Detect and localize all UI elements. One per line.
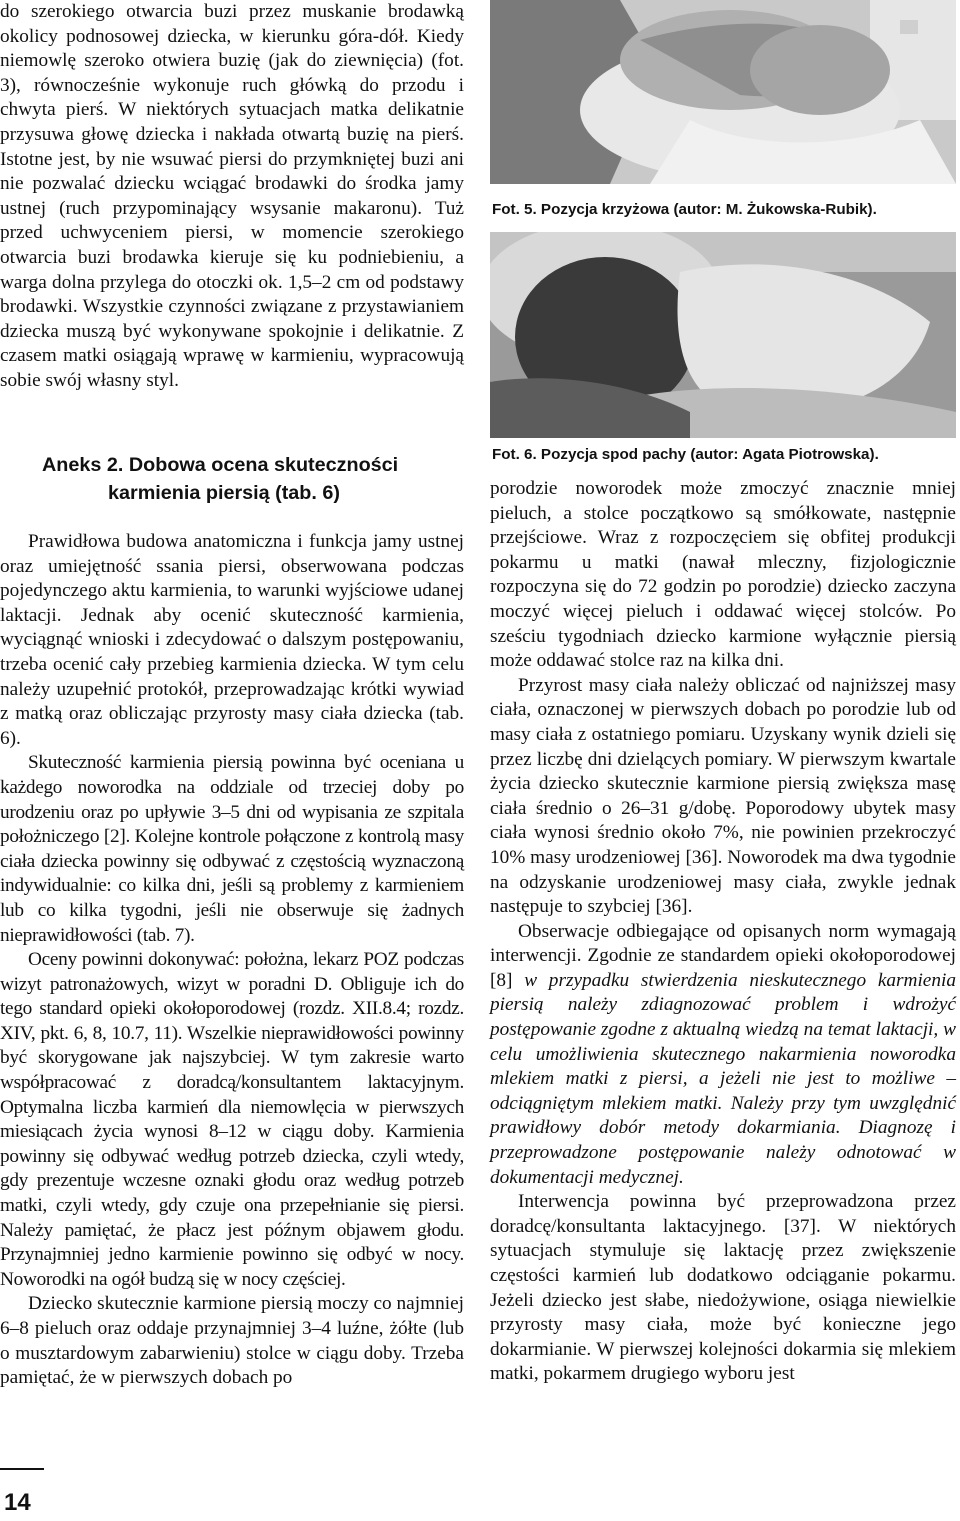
paragraph-intervention-standard [490,920,956,1191]
annex-title-line-1: Aneks 2. Dobowa ocena skuteczności [42,454,399,476]
paragraph-weight-gain: Przyrost masy ciała należy obliczać od najniższej masy ciała, oznaczonej w pierwszych dobach po porodzie lub od masy ciała z ostatniego pomiaru. Uzyskany wynik dzieli się przez liczbę dni dzielących pomiary. W pierwszym kwartale życia dziecko skutecznie karmione piersią zwiększa masę ciała średnio o 26–31 g/dobę. Poporodowy ubytek masy ciała wynosi średnio około 7%, nie powinien przekroczyć 10% masy urodzeniowej [36]. Noworodek ma dwa tygodnie na odzyskanie urodzeniowej masy ciała, zwykle jednak następuje to szybciej [36]. [490,674,956,918]
standard-text: Obserwacje odbiegające od opisanych norm wymagają interwencji. Zgodnie ze standardem opieki okołoporodowej [8] [490,920,956,991]
page-number-rule [0,1468,44,1470]
photo-cross-cradle [490,0,956,184]
standard-quote: w przypadku stwierdzenia nieskutecznego karmienia piersią należy zdiagnozować problem i wdrożyć postępowanie zgodne z aktualną wiedzą na temat laktacji, w celu umożliwienia skutecznego nakarmienia noworodka mlekiem matki z piersi, a jeżeli nie jest to możliwe – odciągniętym mlekiem matki. Należy przy tym uwzględnić prawidłowy dobór metody dokarmiania. Diagnozę i przeprowadzone postępowanie należy odnotować w dokumentacji medycznej. [490,969,956,1188]
paragraph-effectiveness: Skuteczność karmienia piersią powinna być oceniana u każdego noworodka na oddziale od trzeciej doby po urodzeniu oraz po upływie 3–5 dni od wypisania ze szpitala położniczego [2]. Kolejne kontrole połączone z kontrolą masy ciała dziecka powinny się odbywać z częstością wyznaczoną indywidualnie: co kilka dni, jeśli są problemy z karmieniem lub co kilka tygodni, jeśli nie obserwuje się żadnych nieprawidłowości (tab. 7). [0,752,464,946]
paragraph-diapers-continued: porodzie noworodek może zmoczyć znacznie mniej pieluch, a stolce początkowo są smółkowate, następnie przejściowe. Wraz z rozpoczęciem się obfitej produkcji pokarmu u matki (nawał mleczny, fizjologicznie rozpoczyna się do 72 godzin po porodzie) dziecko zaczyna moczyć więcej pieluch i oddawać więcej stolców. Po sześciu tygodniach dziecko karmione wyłącznie piersią może oddawać stolce raz na kilka dni. [490,478,956,672]
fig6-caption: Fot. 6. Pozycja spod pachy (autor: Agata Piotrowska). [492,446,879,463]
left-column [0,0,464,394]
paragraph-diapers: Dziecko skutecznie karmione piersią moczy co najmniej 6–8 pieluch oraz oddaje przynajmniej 3–4 luźne, żółte (lub o musztardowym zabarwieniu) stolce w ciągu doby. Trzeba pamiętać, że w pierwszych dobach po [0,1293,464,1389]
photo-football-hold [490,232,956,438]
page-number: 14 [4,1489,31,1516]
paragraph-anatomy: Prawidłowa budowa anatomiczna i funkcja jamy ustnej oraz umiejętność ssania piersi, obserwowana podczas pojedynczego aktu karmienia, to warunki wyjściowe udanej laktacji. Jednak aby ocenić skuteczność karmienia, wyciągnąć wnioski i zdecydować o dalszym postępowaniu, trzeba ocenić cały przebieg karmienia dziecka. W tym celu należy uzupełnić protokół, przeprowadzając krótki wywiad z matką oraz obliczając przyrosty masy ciała dziecka (tab. 6). [0,531,464,749]
left-column-body [0,530,464,1391]
paragraph-assessment: Oceny powinni dokonywać: położna, lekarz POZ podczas wizyt patronażowych, wizyt w poradni D. Obliguje ich do tego standard opieki okołoporodowej (rozdz. XII.8.4; rozdz. XIV, pkt. 6, 8, 10.7, 11). Wszelkie nieprawidłowości powinny być skorygowane jak najszybciej. W tym zakresie warto współpracować z doradcą/konsultantem laktacyjnym. Optymalna liczba karmień dla niemowlęcia w pierwszych miesiącach życia wynosi 8–12 w ciągu doby. Karmienia powinny się odbywać według potrzeb dziecka, czyli wtedy, gdy prezentuje wczesne oznaki głodu oraz według potrzeb matki, czyli wtedy, gdy czuje ona przepełnianie się piersi. Należy pamiętać, że płacz jest późnym objawem głodu. Przynajmniej jedno karmienie powinno się odbyć w nocy. Noworodki na ogół budzą się w nocy częściej. [0,949,464,1290]
intro-paragraph: do szerokiego otwarcia buzi przez muskanie brodawką okolicy podnosowej dziecka, w kierunku góra-dół. Kiedy niemowlę szeroko otwiera buzię (jak do ziewnięcia) (fot. 3), równocześnie wykonuje ruch główką do przodu i chwyta pierś. W niektórych sytuacjach matka delikatnie przysuwa głowę dziecka i nakłada otwartą buzię na pierś. Istotne jest, by nie wsuwać piersi do przymkniętej buzi ani nie pozwalać dziecku wciągać brodawki do środka jamy ustnej (ruch przypominający wsysanie makaronu). Tuż przed uchwyceniem piersi, w momencie szerokiego otwarcia buzi brodawka kieruje się ku podniebieniu, a warga dolna przylega do otoczki ok. 1,5–2 cm od podstawy brodawki. Wszystkie czynności związane z przystawianiem dziecka muszą być wykonywane spokojnie i delikatnie. Z czasem matki osiągają wprawę w karmieniu, wypracowują sobie swój własny styl. [0,1,464,391]
right-column-body [490,477,956,1387]
annex-title-line-2: karmienia piersią (tab. 6) [108,482,340,504]
paragraph-lactation-consultant: Interwencja powinna być przeprowadzona przez doradcę/konsultanta laktacyjnego. [37]. W niektórych sytuacjach stymuluje się laktację przez zwiększenie częstości karmień lub dodatkowo odciąganie pokarmu. Jeżeli dziecko jest słabe, niedożywione, osiąga niewielkie przyrosty masy ciała, może być konieczne jego dokarmianie. W pierwszej kolejności dokarmia się mlekiem matki, pokarmem drugiego wyboru jest [490,1191,956,1385]
fig5-caption: Fot. 5. Pozycja krzyżowa (autor: M. Żukowska-Rubik). [492,201,877,218]
